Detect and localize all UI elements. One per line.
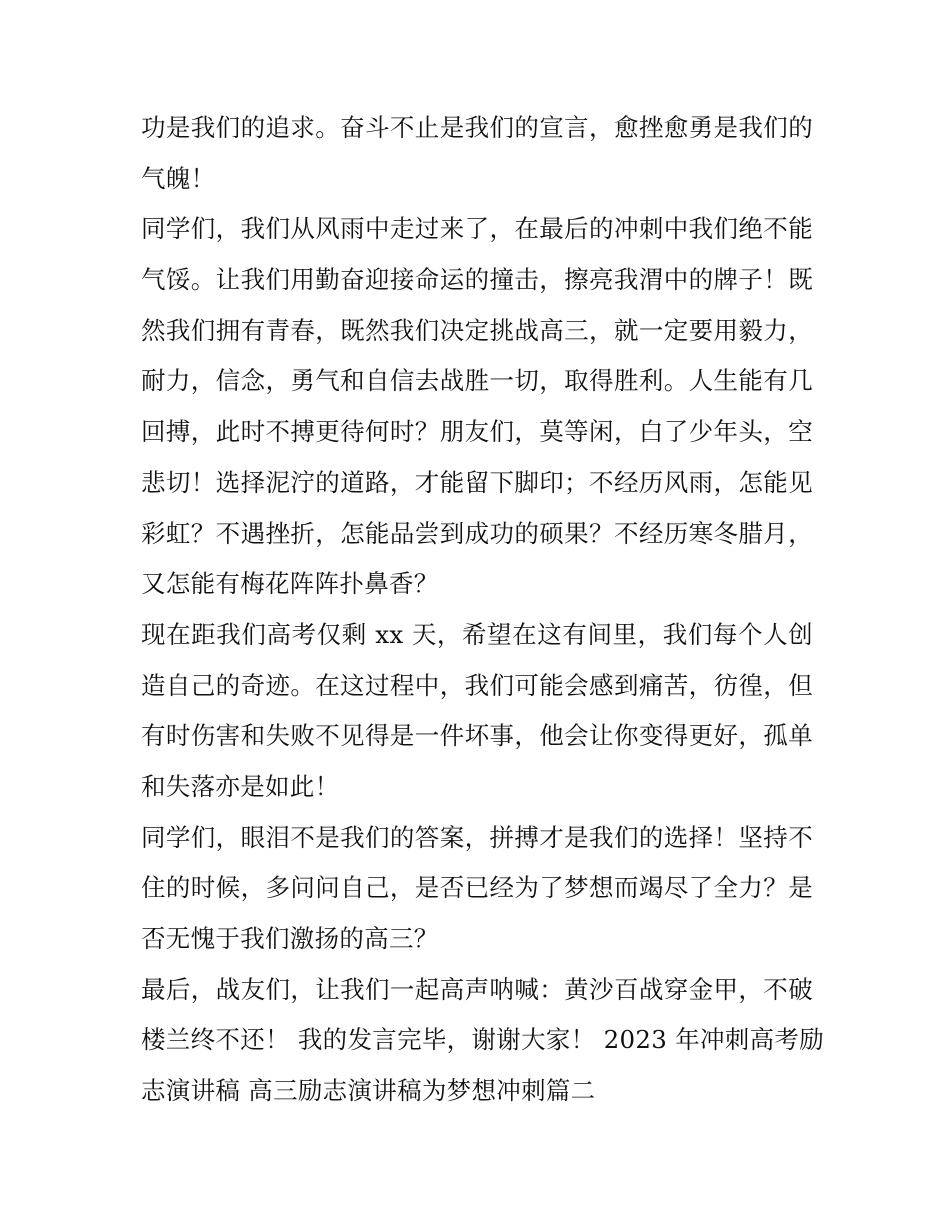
text-line: 现在距我们高考仅剩 xx 天，希望在这有间里，我们每个人创: [141, 619, 813, 649]
text-line: 否无愧于我们激扬的高三？: [141, 924, 439, 953]
text-line: 耐力，信念，勇气和自信去战胜一切，取得胜利。人生能有几: [141, 366, 813, 396]
text-line: 造自己的奇迹。在这过程中，我们可能会感到痛苦，彷徨，但: [141, 670, 813, 700]
text-line: 气魄！: [141, 163, 216, 193]
text-line: 回搏，此时不搏更待何时？朋友们，莫等闲，白了少年头，空: [141, 417, 813, 447]
text-line: 和失落亦是如此！: [141, 771, 340, 801]
text-line: 同学们，我们从风雨中走过来了，在最后的冲刺中我们绝不能: [141, 214, 813, 244]
text-line: 最后，战友们，让我们一起高声呐喊：黄沙百战穿金甲，不破: [141, 974, 813, 1004]
document-page: [141, 108, 825, 1122]
text-line: 悲切！选择泥泞的道路，才能留下脚印；不经历风雨，怎能见: [141, 467, 813, 497]
text-line: 有时伤害和失败不见得是一件坏事，他会让你变得更好，孤单: [141, 721, 813, 751]
text-line: 志演讲稿 高三励志演讲稿为梦想冲刺篇二: [141, 1076, 596, 1106]
text-line: 功是我们的追求。奋斗不止是我们的宣言，愈挫愈勇是我们的: [141, 113, 813, 142]
text-line: 彩虹？不遇挫折，怎能品尝到成功的硕果？不经历寒冬腊月，: [141, 518, 813, 548]
text-line: 楼兰终不还！ 我的发言完毕，谢谢大家！ 2023 年冲刺高考励: [141, 1025, 825, 1055]
text-line: 住的时候，多问问自己，是否已经为了梦想而竭尽了全力？是: [141, 873, 813, 903]
text-line: 然我们拥有青春，既然我们决定挑战高三，就一定要用毅力，: [141, 315, 813, 345]
text-line: 同学们，眼泪不是我们的答案，拼搏才是我们的选择！坚持不: [141, 822, 813, 852]
text-line: 又怎能有梅花阵阵扑鼻香？: [141, 569, 439, 599]
text-line: 气馁。让我们用勤奋迎接命运的撞击，擦亮我渭中的牌子！既: [141, 265, 813, 295]
